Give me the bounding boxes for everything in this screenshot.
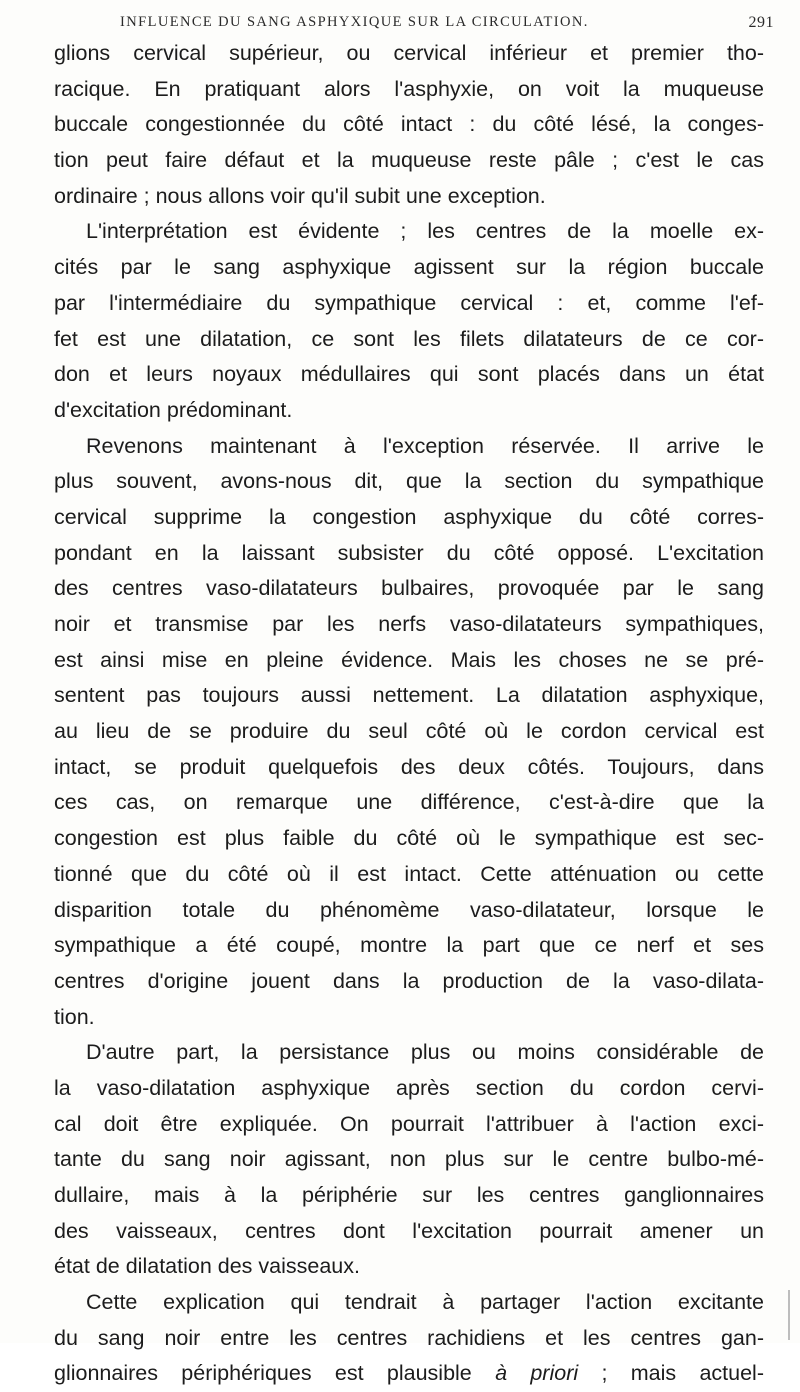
text-line: sympathique a été coupé, montre la part que ce nerf et ses <box>54 933 764 958</box>
paragraph-end-line: d'excitation prédominant. <box>54 397 293 422</box>
text-line: tionné que du côté où il est intact. Cette atténuation ou cette <box>54 861 764 886</box>
running-head <box>64 14 774 36</box>
text-line: disparition totale du phénomème vaso-dilatateur, lorsque le <box>54 897 764 922</box>
running-title: INFLUENCE DU SANG ASPHYXIQUE SUR LA CIRCULATION. <box>120 14 589 30</box>
text-line: noir et transmise par les nerfs vaso-dilatateurs sympathiques, <box>54 612 764 636</box>
text-line: pondant en la laissant subsister du côté opposé. L'excitation <box>54 540 764 565</box>
text-segment: glionnaires périphériques est plausible <box>54 1361 496 1386</box>
text-line: du sang noir entre les centres rachidiens et les centres gan- <box>54 1325 764 1350</box>
text-line: est ainsi mise en pleine évidence. Mais les choses ne se pré- <box>54 647 764 672</box>
text-line: cités par le sang asphyxique agissent sur la région buccale <box>54 255 764 280</box>
text-line: ces cas, on remarque une différence, c'est-à-dire que la <box>54 790 764 815</box>
text-line: centres d'origine jouent dans la production de la vaso-dilata- <box>54 968 764 993</box>
paragraph-start-line: D'autre part, la persistance plus ou moins considérable de <box>86 1040 764 1065</box>
text-line: cal doit être expliquée. On pourrait l'attribuer à l'action exci- <box>54 1111 764 1136</box>
text-line: fet est une dilatation, ce sont les filets dilatateurs de ce cor- <box>54 326 764 351</box>
text-line: buccale congestionnée du côté intact : du côté lésé, la conges- <box>54 112 764 137</box>
text-line: intact, se produit quelquefois des deux côtés. Toujours, dans <box>54 754 764 779</box>
text-line: sentent pas toujours aussi nettement. La dilatation asphyxique, <box>54 683 764 708</box>
text-line: ordinaire ; nous allons voir qu'il subit une exception. <box>54 183 546 208</box>
paragraph-end-line: état de dilatation des vaisseaux. <box>54 1254 360 1279</box>
text-line: des centres vaso-dilatateurs bulbaires, provoquée par le sang <box>54 576 764 601</box>
text-line: racique. En pratiquant alors l'asphyxie, on voit la muqueuse <box>54 76 764 101</box>
text-segment: ; mais actuel- <box>578 1361 764 1386</box>
text-line: don et leurs noyaux médullaires qui sont placés dans un état <box>54 362 764 387</box>
page-edge-mark <box>788 1290 790 1340</box>
paragraph-start-line: L'interprétation est évidente ; les centres de la moelle ex- <box>86 219 764 244</box>
text-line: dullaire, mais à la périphérie sur les centres ganglionnaires <box>54 1183 764 1207</box>
text-line: congestion est plus faible du côté où le sympathique est sec- <box>54 826 764 851</box>
text-line: tante du sang noir agissant, non plus sur le centre bulbo-mé- <box>54 1147 764 1172</box>
text-line: des vaisseaux, centres dont l'excitation pourrait amener un <box>54 1218 764 1243</box>
text-line: la vaso-dilatation asphyxique après section du cordon cervi- <box>54 1075 764 1100</box>
text-line: tion peut faire défaut et la muqueuse reste pâle ; c'est le cas <box>54 148 764 173</box>
italic-phrase: à priori <box>495 1361 579 1386</box>
text-line-with-italic <box>54 1356 764 1392</box>
text-line: par l'intermédiaire du sympathique cervical : et, comme l'ef- <box>54 290 764 315</box>
page-number: 291 <box>748 14 774 31</box>
body-text <box>54 36 764 1392</box>
text-line: glions cervical supérieur, ou cervical inférieur et premier tho- <box>54 41 764 65</box>
text-line: plus souvent, avons-nous dit, que la section du sympathique <box>54 469 764 494</box>
text-line: au lieu de se produire du seul côté où le cordon cervical est <box>54 719 764 744</box>
paragraph-start-line: Revenons maintenant à l'exception réservée. Il arrive le <box>86 433 764 458</box>
paragraph-end-line: tion. <box>54 1004 95 1029</box>
text-line: cervical supprime la congestion asphyxique du côté corres- <box>54 504 764 529</box>
paragraph-start-line: Cette explication qui tendrait à partager l'action excitante <box>86 1290 764 1315</box>
